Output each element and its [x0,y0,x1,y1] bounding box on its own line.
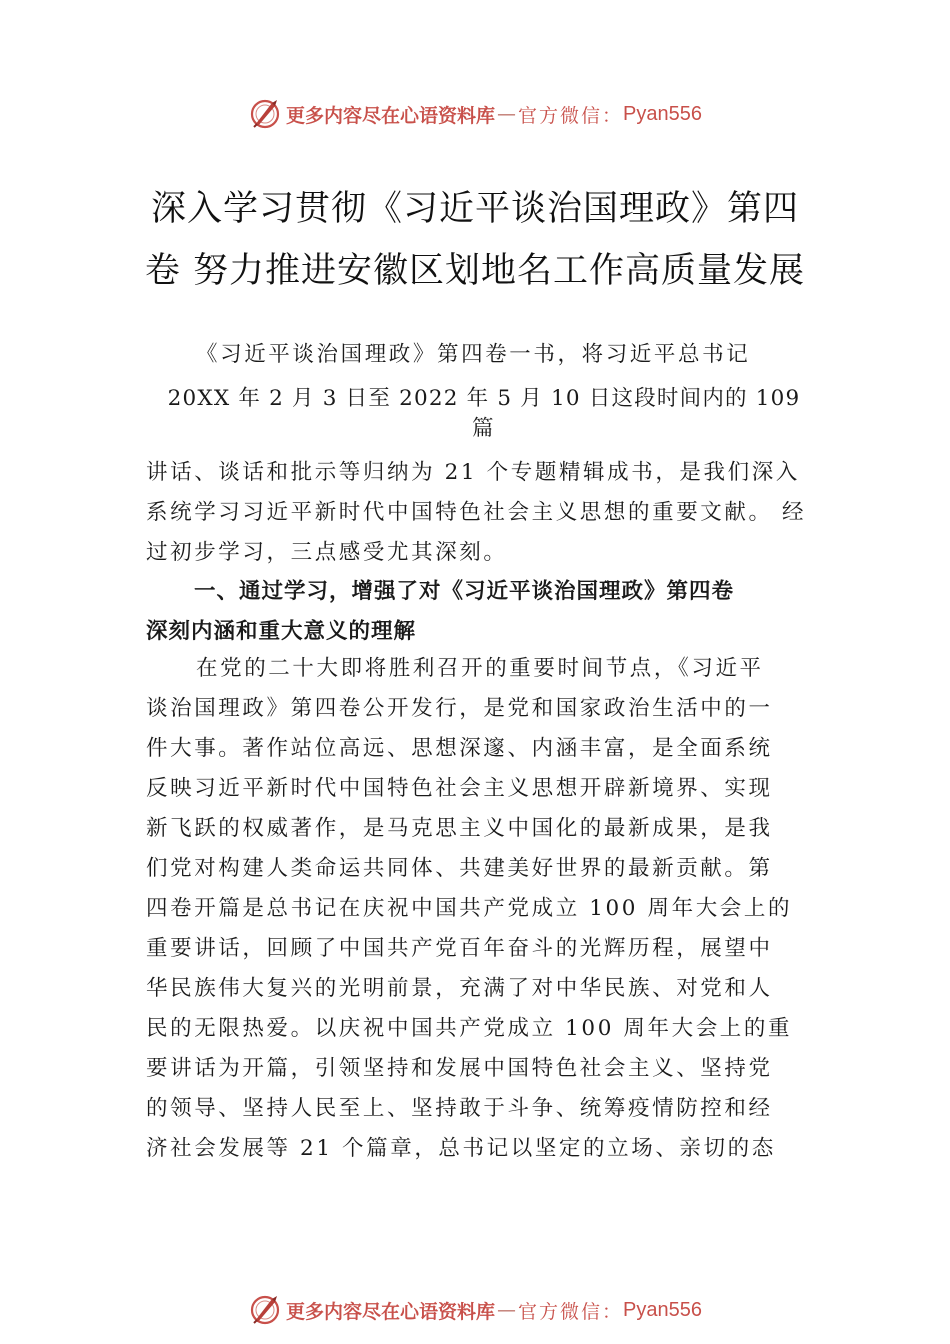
body-line-7: 四卷开篇是总书记在庆祝中国共产党成立 100 周年大会上的 [146,896,793,921]
body-line-6: 们党对构建人类命运共同体、共建美好世界的最新贡献。第 [146,856,773,881]
document-title [140,178,810,302]
body-line-13: 济社会发展等 21 个篇章，总书记以坚定的立场、亲切的态 [146,1136,776,1161]
quill-logo-icon [248,97,282,131]
brand-text: 更多内容尽在心语资料库 [286,104,496,127]
wechat-id: Pyan556 [623,1298,702,1321]
header-banner [0,94,950,134]
body-line-8: 重要讲话，回顾了中国共产党百年奋斗的光辉历程，展望中 [146,936,773,961]
banner-dash: — [497,103,517,125]
brand-text: 更多内容尽在心语资料库 [286,1300,496,1323]
wechat-id: Pyan556 [623,102,702,125]
title-line-1: 深入学习贯彻《习近平谈治国理政》第四 [150,189,799,229]
banner-dash: — [497,1299,517,1321]
body-line-10: 民的无限热爱。以庆祝中国共产党成立 100 周年大会上的重 [146,1016,793,1041]
body-line-9: 华民族伟大复兴的光明前景，充满了对中华民族、对党和人 [146,976,773,1001]
intro-line-4: 讲话、谈话和批示等归纳为 21 个专题精辑成书，是我们深入 [146,460,800,485]
intro-line-3: 篇 [471,416,497,441]
body-line-11: 要讲话为开篇，引领坚持和发展中国特色社会主义、坚持党 [146,1056,773,1081]
intro-line-6: 过初步学习，三点感受尤其深刻。 [146,540,508,565]
intro-line-1: 《习近平谈治国理政》第四卷一书，将习近平总书记 [196,342,751,367]
quill-logo-icon [248,1293,282,1327]
body-line-3: 件大事。著作站位高远、思想深邃、内涵丰富，是全面系统 [146,736,773,761]
heading-line-2: 深刻内涵和重大意义的理解 [146,619,417,644]
body-line-2: 谈治国理政》第四卷公开发行，是党和国家政治生活中的一 [146,696,773,721]
wechat-label: 官方微信： [518,1300,624,1323]
heading-line-1: 一、通过学习，增强了对《习近平谈治国理政》第四卷 [194,579,735,604]
intro-line-2: 20XX 年 2 月 3 日至 2022 年 5 月 10 日这段时间内的 109 [167,386,801,411]
body-line-1: 在党的二十大即将胜利召开的重要时间节点，《习近平 [196,656,764,681]
wechat-label: 官方微信： [518,104,624,127]
footer-banner [0,1290,950,1330]
body-line-12: 的领导、坚持人民至上、坚持敢于斗争、统筹疫情防控和经 [146,1096,773,1121]
intro-line-5: 系统学习习近平新时代中国特色社会主义思想的重要文献。 经 [146,500,807,525]
body-line-4: 反映习近平新时代中国特色社会主义思想开辟新境界、实现 [146,776,773,801]
body-line-5: 新飞跃的权威著作，是马克思主义中国化的最新成果，是我 [146,816,773,841]
title-line-2: 卷 努力推进安徽区划地名工作高质量发展 [144,251,806,291]
